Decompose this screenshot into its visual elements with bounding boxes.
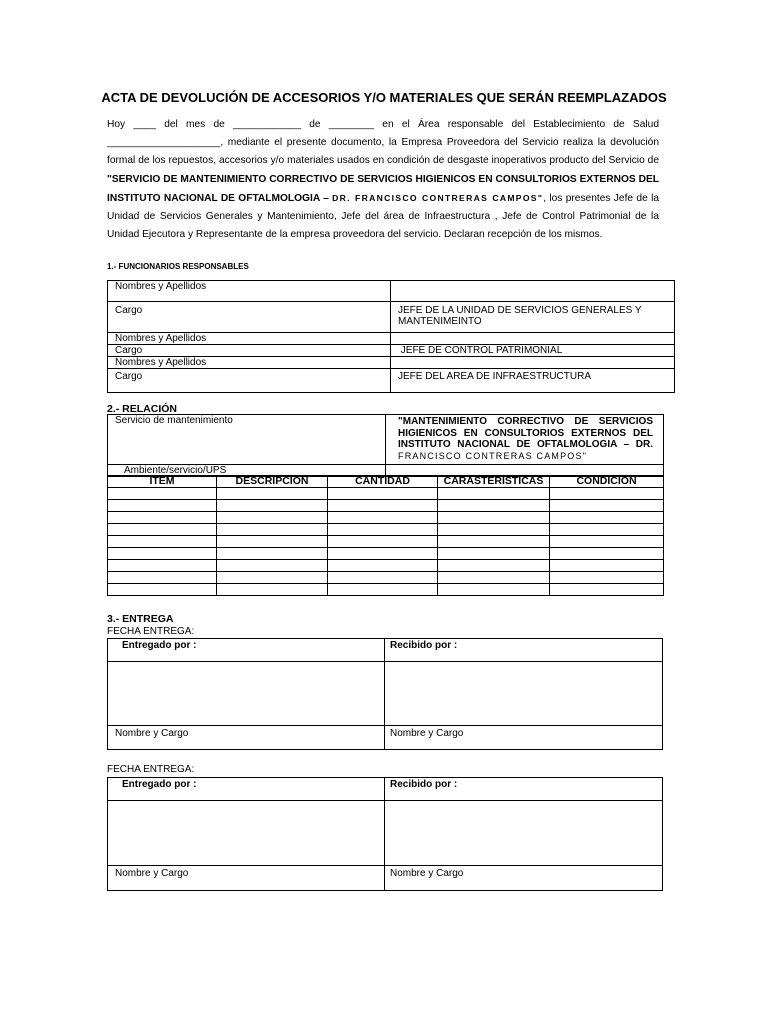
table-row [108, 488, 664, 500]
cell[interactable] [550, 572, 664, 584]
row-label: Nombres y Apellidos [108, 357, 391, 369]
fecha-entrega-2: FECHA ENTREGA: [107, 764, 195, 775]
ambiente-label: Ambiente/servicio/UPS [108, 465, 386, 477]
cell[interactable] [217, 548, 328, 560]
nombre-cargo-entregado: Nombre y Cargo [108, 726, 385, 750]
recibido-label: Recibido por : [385, 778, 663, 801]
recibido-label: Recibido por : [385, 639, 663, 662]
table-row [108, 536, 664, 548]
table-header-row [108, 476, 664, 488]
col-cantidad: CANTIDAD [328, 476, 438, 488]
table-row [108, 369, 675, 393]
cell[interactable] [550, 584, 664, 596]
nombre-cargo-recibido: Nombre y Cargo [385, 726, 663, 750]
intro-paragraph [107, 116, 659, 244]
row-value[interactable] [391, 357, 675, 369]
cell[interactable] [108, 500, 217, 512]
cell[interactable] [217, 572, 328, 584]
cell[interactable] [108, 524, 217, 536]
section1-title: 1.- FUNCIONARIOS RESPONSABLES [107, 262, 249, 271]
intro-text-1: Hoy ____ del mes de ____________ de ________ en el Área responsable del Establecimiento de Salud ____________________, mediante el presente documento, la Empresa Proveedora del Servicio realiza la devolución formal de los repuestos, accesorios y/o materiales usados en condición de desgaste inoperativos producto del Servicio de [107, 119, 659, 167]
cell[interactable] [328, 560, 438, 572]
col-descripcion: DESCRIPCION [217, 476, 328, 488]
row-value[interactable] [391, 281, 675, 302]
cell[interactable] [108, 548, 217, 560]
table-row [108, 584, 664, 596]
row-label: Cargo [108, 345, 391, 357]
row-value[interactable]: JEFE DE CONTROL PATRIMONIAL [391, 345, 675, 357]
table-row [108, 415, 664, 465]
table-row [108, 357, 675, 369]
table-row [108, 302, 675, 333]
cell[interactable] [550, 536, 664, 548]
cell[interactable] [217, 524, 328, 536]
cell[interactable] [328, 524, 438, 536]
entregado-label: Entregado por : [108, 778, 385, 801]
table-row [108, 548, 664, 560]
cell[interactable] [550, 524, 664, 536]
items-table [107, 475, 664, 596]
row-label: Cargo [108, 369, 391, 393]
cell[interactable] [550, 548, 664, 560]
table-row [108, 639, 663, 662]
cell[interactable] [217, 512, 328, 524]
cell[interactable] [438, 548, 550, 560]
cell[interactable] [438, 560, 550, 572]
signature-row [108, 801, 663, 866]
signature-entregado[interactable] [108, 662, 385, 726]
cell[interactable] [108, 584, 217, 596]
cell[interactable] [328, 572, 438, 584]
document-title: ACTA DE DEVOLUCIÓN DE ACCESORIOS Y/O MATERIALES QUE SERÁN REEMPLAZADOS [101, 90, 667, 105]
row-label: Nombres y Apellidos [108, 281, 391, 302]
row-value[interactable] [391, 333, 675, 345]
cell[interactable] [438, 500, 550, 512]
nombre-cargo-recibido: Nombre y Cargo [385, 866, 663, 891]
cell[interactable] [550, 500, 664, 512]
service-label: Servicio de mantenimiento [108, 415, 386, 465]
table-row [108, 512, 664, 524]
cell[interactable] [108, 512, 217, 524]
cell[interactable] [328, 500, 438, 512]
cell[interactable] [438, 536, 550, 548]
cell[interactable] [217, 560, 328, 572]
cell[interactable] [328, 488, 438, 500]
cell[interactable] [108, 488, 217, 500]
row-label: Cargo [108, 302, 391, 333]
cell[interactable] [550, 560, 664, 572]
signature-entregado[interactable] [108, 801, 385, 866]
table-row [108, 500, 664, 512]
fecha-entrega-1: FECHA ENTREGA: [107, 626, 195, 637]
entrega-table-1 [107, 638, 663, 750]
col-item: ITEM [108, 476, 217, 488]
table-row [108, 345, 675, 357]
intro-service-name: "SERVICIO DE MANTENIMIENTO CORRECTIVO DE SERVICIOS HIGIENICOS EN CONSULTORIOS EXTERNOS DEL INSTITUTO NACIONAL DE OFTALMOLOGIA – [107, 173, 659, 204]
cell[interactable] [438, 488, 550, 500]
table-row [108, 778, 663, 801]
col-caracteristicas: CARASTERISTICAS [438, 476, 550, 488]
section2-title: 2.- RELACIÓN [107, 403, 178, 415]
cell[interactable] [550, 488, 664, 500]
intro-service-doctor: DR. FRANCISCO CONTRERAS CAMPOS" [332, 192, 544, 203]
cell[interactable] [108, 536, 217, 548]
signature-row [108, 662, 663, 726]
service-name: "MANTENIMIENTO CORRECTIVO DE SERVICIOS HIGIENICOS EN CONSULTORIOS EXTERNOS DEL INSTITUTO NACIONAL DE OFTALMOLOGIA – DR. [398, 416, 653, 450]
intro-text-2: , los presentes Jefe de la Unidad de Servicios Generales y Mantenimiento, Jefe del área de Infraestructura , Jefe de Control Patrimonial de la Unidad Ejecutora y Representante de la empresa proveedora del servicio. Declaran recepción de los mismos. [107, 192, 659, 241]
section3-title: 3.- ENTREGA [107, 613, 174, 625]
cell[interactable] [438, 524, 550, 536]
cell[interactable] [328, 584, 438, 596]
cell[interactable] [217, 584, 328, 596]
cell[interactable] [328, 548, 438, 560]
table-row [108, 866, 663, 891]
signature-recibido[interactable] [385, 662, 663, 726]
cell[interactable] [217, 500, 328, 512]
row-label: Nombres y Apellidos [108, 333, 391, 345]
row-value[interactable]: JEFE DE LA UNIDAD DE SERVICIOS GENERALES Y MANTENIMEINTO [391, 302, 675, 333]
nombre-cargo-entregado: Nombre y Cargo [108, 866, 385, 891]
row-value[interactable]: JEFE DEL AREA DE INFRAESTRUCTURA [391, 369, 675, 393]
cell[interactable] [438, 512, 550, 524]
table-row [108, 572, 664, 584]
cell[interactable] [217, 488, 328, 500]
table-row [108, 333, 675, 345]
funcionarios-table [107, 280, 675, 393]
cell[interactable] [108, 572, 217, 584]
cell[interactable] [108, 560, 217, 572]
entregado-label: Entregado por : [108, 639, 385, 662]
cell[interactable] [438, 584, 550, 596]
cell[interactable] [438, 572, 550, 584]
signature-recibido[interactable] [385, 801, 663, 866]
entrega-table-2 [107, 777, 663, 891]
table-row [108, 726, 663, 750]
cell[interactable] [328, 536, 438, 548]
service-doctor: FRANCISCO CONTRERAS CAMPOS" [398, 450, 588, 461]
cell[interactable] [328, 512, 438, 524]
table-row [108, 281, 675, 302]
cell[interactable] [550, 512, 664, 524]
service-value [386, 415, 664, 465]
table-row [108, 524, 664, 536]
relacion-table [107, 414, 664, 477]
table-row [108, 560, 664, 572]
col-condicion: CONDICION [550, 476, 664, 488]
cell[interactable] [217, 536, 328, 548]
